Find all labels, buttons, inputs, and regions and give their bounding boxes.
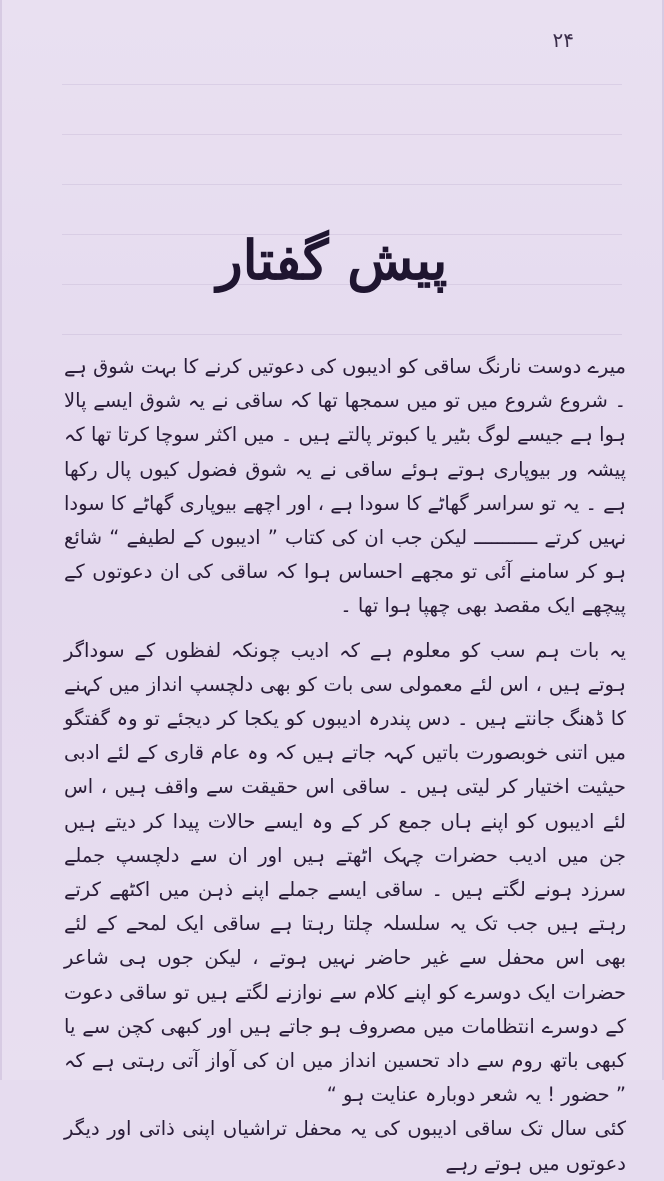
body-text [64, 350, 626, 1181]
page-number: ۲۴ [552, 28, 574, 52]
paragraph-1: میرے دوست نارنگ ساقی کو ادیبوں کی دعوتیں کرنے کا بہت شوق ہے ۔ شروع شروع میں تو میں سمجھا تھا کہ ساقی نے یہ شوق ایسے پالا ہوا ہے جیسے لوگ بٹیر یا کبوتر پالتے ہیں ۔ میں اکثر سوچا کرتا تھا کہ پیشہ ور بیوپاری ہوتے ہوئے ساقی نے یہ شوق فضول کیوں پال رکھا ہے ۔ یہ تو سراسر گھاٹے کا سودا ہے ، اور اچھے بیوپاری گھاٹے کا سودا نہیں کرتے ـــــــــــ لیکن جب ان کی کتاب ” ادیبوں کے لطیفے “ شائع ہو کر سامنے آئی تو مجھے احساس ہوا کہ ساقی کی ان دعوتوں کے پیچھے ایک مقصد بھی چھپا ہوا تھا ۔ [64, 355, 626, 618]
paragraph-2: یہ بات ہم سب کو معلوم ہے کہ ادیب چونکہ لفظوں کے سوداگر ہوتے ہیں ، اس لئے معمولی سی بات کو بھی دلچسپ انداز میں کہنے کا ڈھنگ جانتے ہیں ۔ دس پندرہ ادیبوں کو یکجا کر دیجئے تو وہ گفتگو میں اتنی خوبصورت باتیں کہہ جاتے ہیں کہ وہ عام قاری کے لئے ادبی حیثیت اختیار کر لیتی ہیں ۔ ساقی اس حقیقت سے واقف ہیں ، اس لئے ادیبوں کو اپنے ہاں جمع کر کے وہ ایسے حالات پیدا کر دیتے ہیں جن میں ادیب حضرات چہک اٹھتے ہیں اور ان سے دلچسپ جملے سرزد ہونے لگتے ہیں ۔ ساقی ایسے جملے اپنے ذہن میں اکٹھے کرتے رہتے ہیں جب تک یہ سلسلہ چلتا رہتا ہے ساقی ایک لمحے کے لئے بھی اس محفل سے غیر حاضر نہیں ہوتے ، لیکن جوں ہی شاعر حضرات ایک دوسرے کو اپنے کلام سے نوازنے لگتے ہیں تو ساقی دعوت کے دوسرے انتظامات میں مصروف ہو جاتے ہیں اور کبھی کچن سے یا کبھی باتھ روم سے داد تحسین انداز میں ان کی آواز آتی رہتی ہے کہ ” حضور ! یہ شعر دوبارہ عنایت ہو “ [64, 638, 626, 1107]
paragraph-3: کئی سال تک ساقی ادیبوں کی یہ محفل تراشیاں اپنی ذاتی اور دیگر دعوتوں میں ہوتے رہے [64, 1117, 626, 1175]
show-through-text [62, 50, 622, 350]
chapter-title: پیش گفتار [216, 228, 448, 292]
